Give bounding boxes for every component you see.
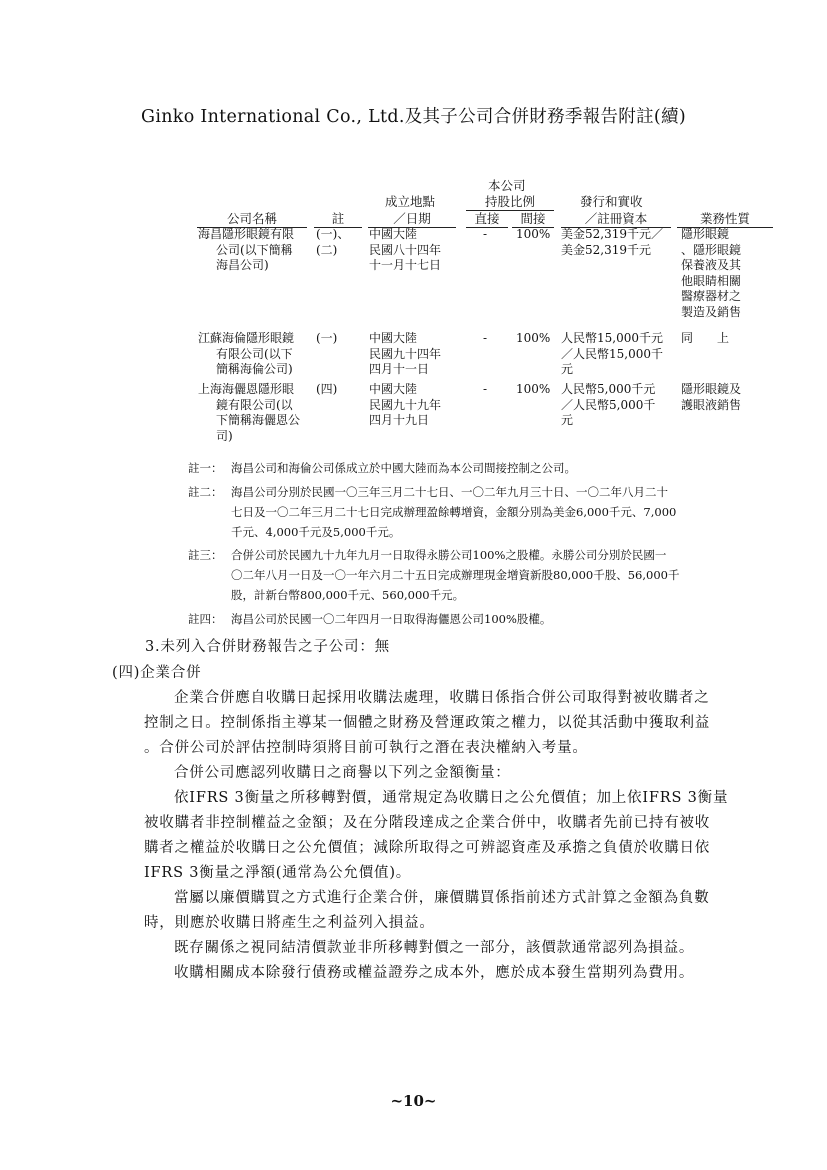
footnote-text: 海昌公司分別於民國一〇三年三月二十七日、一〇二年九月三十日、一〇二年八月二十 [231, 485, 668, 499]
paragraph-line: 被收購者非控制權益之金額；及在分階段達成之企業合併中，收購者先前已持有被收 [144, 815, 711, 831]
capital-cell: 人民幣5,000千元 ／人民幣5,000千 元 [561, 382, 656, 427]
capital-cell: 人民幣15,000千元 ／人民幣15,000千 元 [561, 331, 663, 376]
header-business: 業務性質 [677, 211, 773, 228]
paragraph-line: 合併公司應認列收購日之商譽以下列之金額衡量： [174, 765, 511, 781]
business-cell: 同 上 [681, 331, 730, 345]
header-company: 公司名稱 [197, 211, 307, 228]
note-cell: (一)、 (二) [316, 227, 350, 257]
paragraph-line: 購者之權益於收購日之公允價值；減除所取得之可辨認資產及承擔之負債於收購日依 [144, 840, 711, 856]
footnote-label: 註四： [188, 612, 223, 626]
header-holding-line2: 持股比例 [466, 194, 554, 211]
paragraph-line: 當屬以廉價購買之方式進行企業合併，廉價購買係指前述方式計算之金額為負數 [174, 890, 710, 906]
header-capital-line2: ／註冊資本 [561, 211, 671, 228]
location-date-cell: 中國大陸 民國九十九年 四月十九日 [369, 382, 442, 427]
footnote-text: 合併公司於民國九十九年九月一日取得永勝公司100%之股權。永勝公司分別於民國一 [231, 548, 667, 562]
header-direct: 直接 [466, 211, 508, 228]
footnote-text: 海昌公司和海倫公司係成立於中國大陸而為本公司間接控制之公司。 [231, 461, 576, 475]
footnote-label: 註二： [188, 485, 223, 499]
footnote-text: 〇二年八月一日及一〇一年六月二十五日完成辦理現金增資新股80,000千股、56,000千 [231, 568, 680, 582]
business-cell: 隱形眼鏡 、隱形眼鏡 保養液及其 他眼睛相關 醫療器材之 製造及銷售 [681, 227, 742, 319]
header-capital-line1: 發行和實收 [580, 194, 643, 209]
header-location-line1: 成立地點 [385, 194, 436, 209]
footnote-label: 註一： [188, 461, 223, 475]
business-cell: 隱形眼鏡及 護眼液銷售 [681, 382, 742, 412]
header-note: 註 [314, 211, 362, 228]
header-indirect: 間接 [512, 211, 554, 228]
indirect-holding-cell: 100% [516, 331, 551, 345]
section-heading-business-combination: (四)企業合併 [112, 665, 202, 681]
paragraph-line: 收購相關成本除發行債務或權益證券之成本外，應於成本發生當期列為費用。 [174, 965, 695, 981]
paragraph-line: 既存關係之視同結清價款並非所移轉對價之一部分，該價款通常認列為損益。 [174, 940, 695, 956]
page-title: Ginko International Co., Ltd.及其子公司合併財務季報告附註(續) [141, 107, 686, 127]
paragraph-line: IFRS 3衡量之淨額(通常為公允價值)。 [144, 865, 412, 881]
note-cell: (四) [316, 382, 338, 396]
paragraph-line: 時，則應於收購日將產生之利益列入損益。 [144, 915, 435, 931]
company-name-cell: 海昌隱形眼鏡有限 公司(以下簡稱 海昌公司) [198, 227, 295, 272]
indirect-holding-cell: 100% [516, 227, 551, 241]
footnote-label: 註三： [188, 548, 223, 562]
footnote-text: 海昌公司於民國一〇二年四月一日取得海儷恩公司100%股權。 [231, 612, 552, 626]
paragraph-line: 。合併公司於評估控制時須將目前可執行之潛在表決權納入考量。 [144, 740, 588, 756]
footnote-text: 股，計新台幣800,000千元、560,000千元。 [231, 588, 465, 602]
location-date-cell: 中國大陸 民國八十四年 十一月十七日 [369, 227, 442, 272]
company-name-cell: 江蘇海倫隱形眼鏡 有限公司(以下 簡稱海倫公司) [198, 331, 295, 376]
footnote-text: 七日及一〇二年三月二十七日完成辦理盈餘轉增資，金額分別為美金6,000千元、7,000 [231, 505, 677, 519]
header-location-line2: ／日期 [368, 211, 456, 228]
direct-holding-cell: - [483, 382, 488, 396]
company-name-cell: 上海海儷恩隱形眼 鏡有限公司(以 下簡稱海儷恩公 司) [198, 382, 301, 443]
footnote-text: 千元、4,000千元及5,000千元。 [231, 525, 401, 539]
capital-cell: 美金52,319千元／ 美金52,319千元 [561, 227, 663, 257]
page-number: ~10~ [390, 1092, 437, 1110]
paragraph-line: 企業合併應自收購日起採用收購法處理，收購日係指合併公司取得對被收購者之 [174, 690, 710, 706]
direct-holding-cell: - [483, 331, 488, 345]
paragraph-line: 控制之日。控制係指主導某一個體之財務及營運政策之權力，以從其活動中獲取利益 [144, 715, 711, 731]
location-date-cell: 中國大陸 民國九十四年 四月十一日 [369, 331, 442, 376]
paragraph-line: 依IFRS 3衡量之所移轉對價，通常規定為收購日之公允價值；加上依IFRS 3衡量 [174, 790, 729, 806]
note-cell: (一) [316, 331, 338, 345]
header-holding-line1: 本公司 [488, 178, 526, 193]
direct-holding-cell: - [483, 227, 488, 241]
section-item-3: 3.未列入合併財務報告之子公司：無 [145, 639, 390, 655]
indirect-holding-cell: 100% [516, 382, 551, 396]
